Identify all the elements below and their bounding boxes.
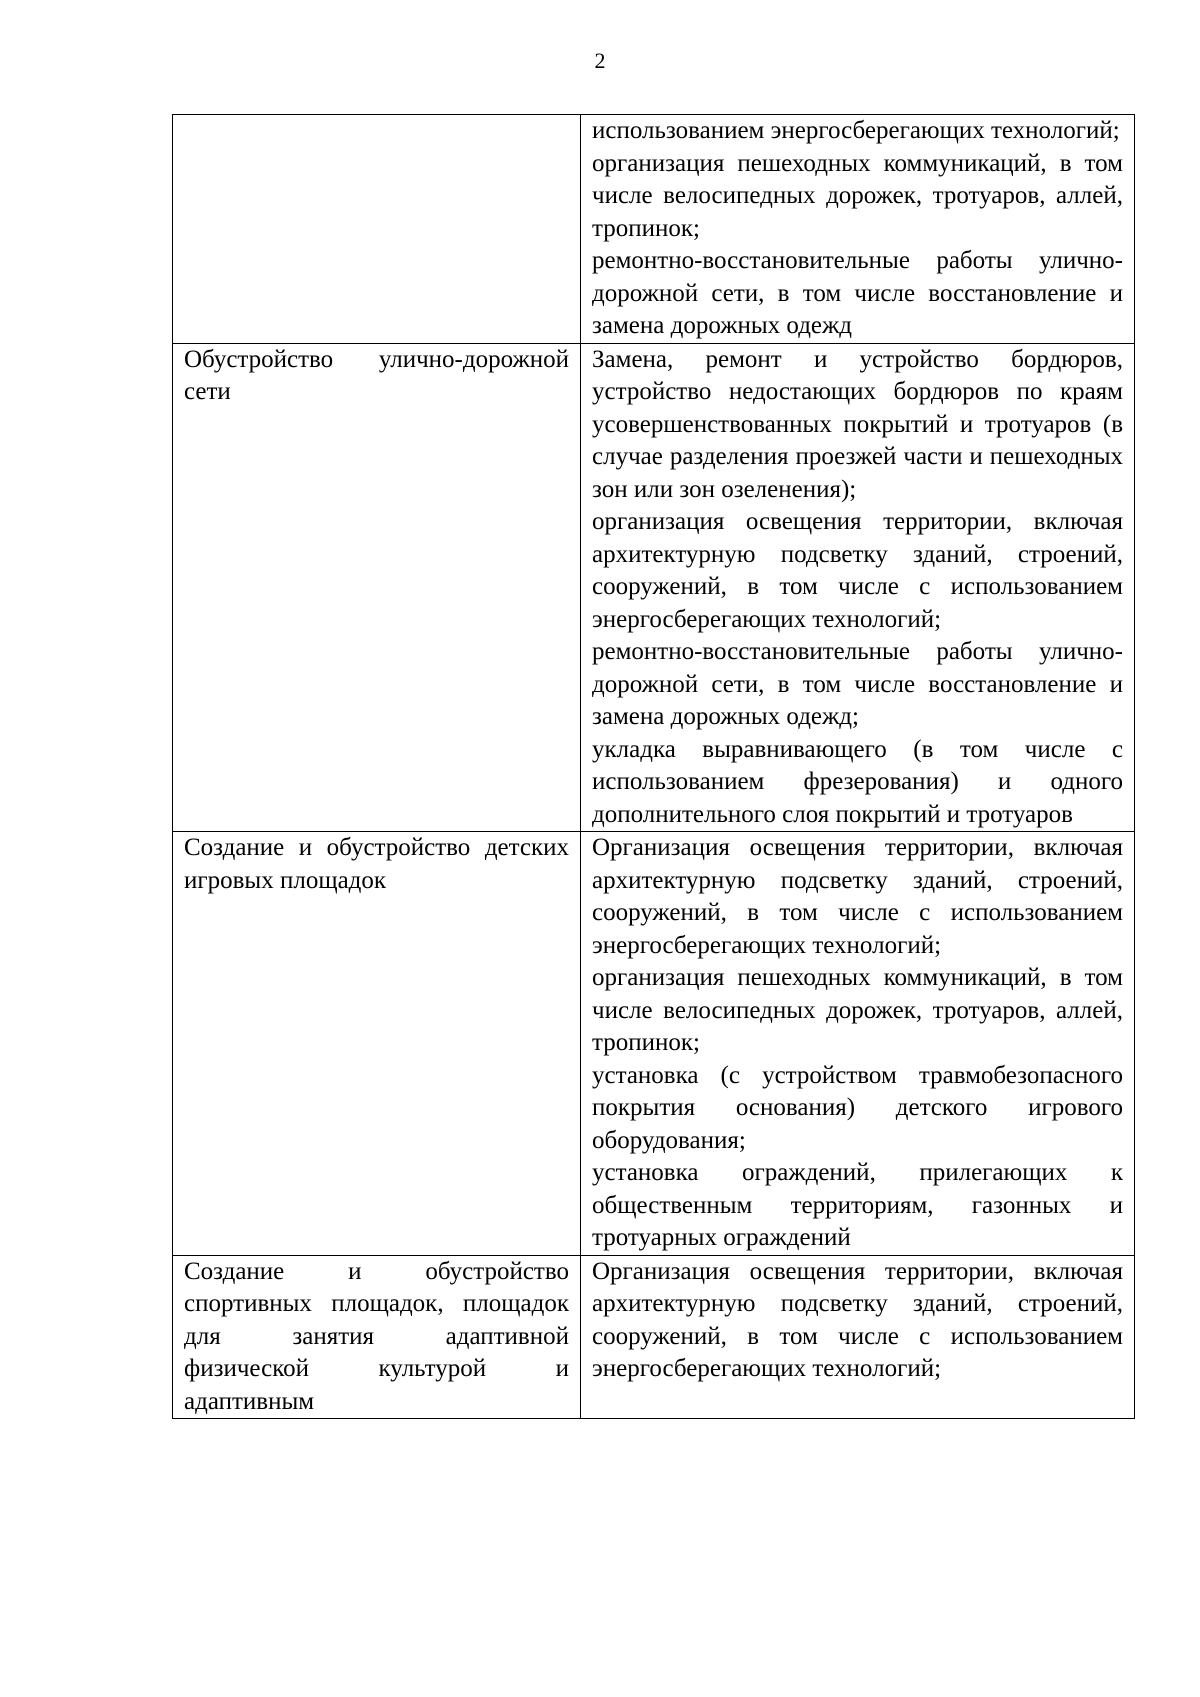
activity-cell <box>173 1255 581 1419</box>
works-cell <box>581 343 1135 832</box>
page-number: 2 <box>594 48 606 73</box>
work-item: Организация освещения территории, включая архитектурную подсветку зданий, строений, сооружений, в том числе с использованием энергосберегающих технологий; <box>592 834 1123 959</box>
table-row <box>173 832 1135 1256</box>
work-item: использованием энергосберегающих технологий; <box>592 117 1120 144</box>
works-cell <box>581 115 1135 344</box>
table-row <box>173 115 1135 344</box>
work-item: ремонтно-восстановительные работы улично-дорожной сети, в том числе восстановление и замена дорожных одежд; <box>592 638 1123 730</box>
activity-name: Создание и обустройство спортивных площадок, площадок для занятия адаптивной физической культурой и адаптивным <box>184 1257 569 1415</box>
table-row <box>173 343 1135 832</box>
work-item: установка (с устройством травмобезопасного покрытия основания) детского игрового оборудования; <box>592 1061 1123 1154</box>
work-item: укладка выравнивающего (в том числе с использованием фрезерования) и одного дополнительного слоя покрытий и тротуаров <box>592 735 1123 828</box>
work-item: установка ограждений, прилегающих к общественным территориям, газонных и тротуарных ограждений <box>592 1159 1123 1251</box>
work-item: Организация освещения территории, включая архитектурную подсветку зданий, строений, сооружений, в том числе с использованием энергосберегающих технологий; <box>592 1257 1123 1382</box>
table-row <box>173 1255 1135 1419</box>
work-item: организация освещения территории, включая архитектурную подсветку зданий, строений, сооружений, в том числе с использованием энергосберегающих технологий; <box>592 508 1123 633</box>
works-cell <box>581 1255 1135 1419</box>
work-item: организация пешеходных коммуникаций, в том числе велосипедных дорожек, тротуаров, аллей, тропинок; <box>592 149 1123 242</box>
works-table <box>172 114 1135 1419</box>
work-item: организация пешеходных коммуникаций, в том числе велосипедных дорожек, тротуаров, аллей, тропинок; <box>592 964 1123 1056</box>
activity-cell <box>173 115 581 344</box>
work-item: ремонтно-восстановительные работы улично-дорожной сети, в том числе восстановление и замена дорожных одежд <box>592 247 1123 339</box>
activity-cell <box>173 343 581 832</box>
activity-name: Создание и обустройство детских игровых площадок <box>184 834 569 894</box>
activity-cell <box>173 832 581 1256</box>
works-cell <box>581 832 1135 1256</box>
work-item: Замена, ремонт и устройство бордюров, устройство недостающих бордюров по краям усовершенствованных покрытий и тротуаров (в случае разделения проезжей части и пешеходных зон или зон озеленения); <box>592 345 1123 503</box>
activity-name: Обустройство улично-дорожной сети <box>184 345 569 405</box>
